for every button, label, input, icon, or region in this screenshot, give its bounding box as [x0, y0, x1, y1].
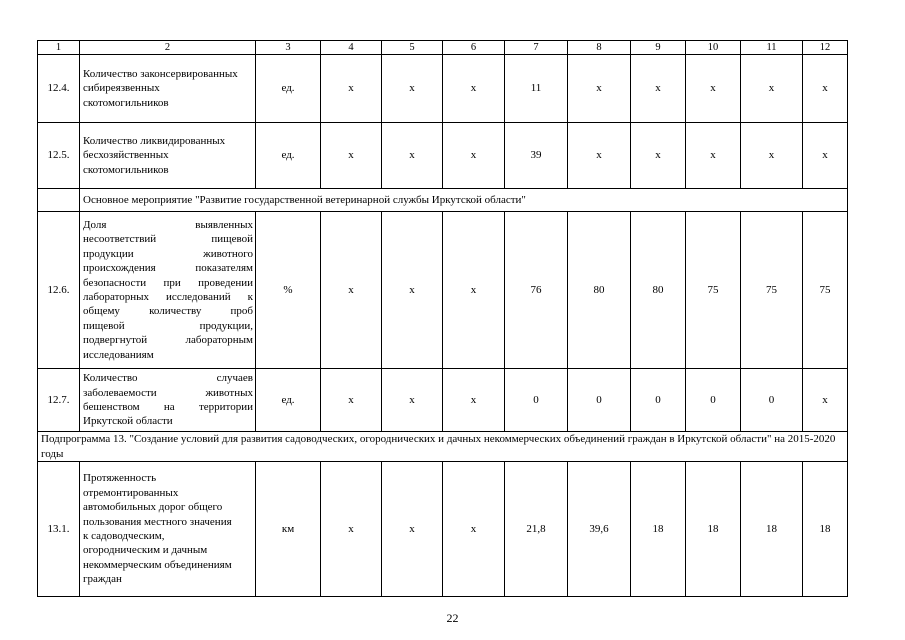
description-line: Протяженность [83, 472, 157, 485]
value-cell: 18 [741, 462, 803, 597]
value-cell: x [382, 212, 443, 369]
row-number: 12.7. [38, 369, 80, 432]
row-number: 12.4. [38, 55, 80, 123]
value-cell: 0 [568, 369, 631, 432]
blank-cell [38, 189, 80, 212]
value-cell: x [741, 123, 803, 189]
value-cell: x [803, 123, 848, 189]
indicator-description [80, 369, 256, 432]
value-cell: x [443, 55, 505, 123]
value-cell: x [382, 462, 443, 597]
description-line: Доля выявленных [83, 218, 253, 231]
value-cell: 75 [686, 212, 741, 369]
unit-cell: ед. [256, 123, 321, 189]
section-title-row [38, 189, 848, 212]
value-cell: 39 [505, 123, 568, 189]
description-line: пользования местного значения [83, 515, 232, 528]
value-cell: 18 [803, 462, 848, 597]
description-line: отремонтированных [83, 486, 179, 499]
description-line: автомобильных дорог общего [83, 501, 223, 514]
indicator-description [80, 123, 256, 189]
section-title: Основное мероприятие "Развитие государственной ветеринарной службы Иркутской области" [80, 189, 848, 212]
value-cell: 0 [686, 369, 741, 432]
description-line: скотомогильников [83, 96, 169, 109]
table-row [38, 123, 848, 189]
description-line: Количество случаев [83, 372, 253, 385]
header-cell: 8 [568, 41, 631, 55]
value-cell: 18 [631, 462, 686, 597]
description-line: Иркутской области [83, 415, 173, 428]
unit-cell: % [256, 212, 321, 369]
table-row [38, 212, 848, 369]
value-cell: x [443, 212, 505, 369]
header-cell: 9 [631, 41, 686, 55]
table-row [38, 462, 848, 597]
header-cell: 10 [686, 41, 741, 55]
page-number: 22 [446, 611, 459, 625]
value-cell: 75 [741, 212, 803, 369]
value-cell: 80 [631, 212, 686, 369]
value-cell: x [686, 123, 741, 189]
value-cell: x [443, 462, 505, 597]
subprogram-title: Подпрограмма 13. "Создание условий для развития садоводческих, огороднических и дачных некоммерческих объединений граждан в Иркутской области" на 2015-2020 годы [38, 432, 848, 462]
value-cell: x [321, 123, 382, 189]
row-number: 13.1. [38, 462, 80, 597]
description-line: безопасности при проведении [83, 276, 253, 289]
value-cell: 11 [505, 55, 568, 123]
value-cell: x [803, 55, 848, 123]
unit-cell: км [256, 462, 321, 597]
unit-cell: ед. [256, 55, 321, 123]
header-cell: 12 [803, 41, 848, 55]
value-cell: x [382, 55, 443, 123]
value-cell: x [321, 212, 382, 369]
description-line: заболеваемости животных [83, 386, 253, 399]
value-cell: x [631, 123, 686, 189]
header-cell: 6 [443, 41, 505, 55]
value-cell: x [321, 55, 382, 123]
value-cell: 75 [803, 212, 848, 369]
unit-cell: ед. [256, 369, 321, 432]
value-cell: x [443, 369, 505, 432]
value-cell: x [741, 55, 803, 123]
description-line: огородническим и дачным [83, 544, 208, 557]
description-line: несоответствий пищевой [83, 233, 253, 246]
header-row [38, 41, 848, 55]
description-line: исследованиям [83, 348, 154, 361]
header-cell: 7 [505, 41, 568, 55]
value-cell: x [568, 123, 631, 189]
header-cell: 11 [741, 41, 803, 55]
description-line: лабораторных исследований к [83, 291, 253, 303]
value-cell: 0 [741, 369, 803, 432]
description-line: скотомогильников [83, 163, 169, 176]
value-cell: x [321, 462, 382, 597]
subprogram-title-row [38, 432, 848, 462]
header-cell: 4 [321, 41, 382, 55]
value-cell: x [382, 369, 443, 432]
value-cell: 21,8 [505, 462, 568, 597]
value-cell: x [321, 369, 382, 432]
description-line: продукции животного [83, 247, 253, 260]
header-cell: 2 [80, 41, 256, 55]
description-line: Количество ликвидированных [83, 134, 226, 147]
row-number: 12.5. [38, 123, 80, 189]
description-line: общему количеству проб [83, 305, 253, 318]
value-cell: x [568, 55, 631, 123]
description-line: сибиреязвенных [83, 82, 160, 95]
table-row [38, 369, 848, 432]
description-line: к садоводческим, [83, 530, 165, 542]
description-line: бешенством на территории [83, 401, 253, 413]
description-line: подвергнутой лабораторным [83, 334, 253, 347]
table-row [38, 55, 848, 123]
indicator-description [80, 55, 256, 123]
indicator-description [80, 212, 256, 369]
value-cell: 0 [631, 369, 686, 432]
value-cell: x [686, 55, 741, 123]
header-cell: 1 [38, 41, 80, 55]
value-cell: 80 [568, 212, 631, 369]
value-cell: x [631, 55, 686, 123]
description-line: граждан [83, 573, 122, 586]
value-cell: 0 [505, 369, 568, 432]
value-cell: x [443, 123, 505, 189]
value-cell: 18 [686, 462, 741, 597]
header-cell: 3 [256, 41, 321, 55]
row-number: 12.6. [38, 212, 80, 369]
value-cell: 76 [505, 212, 568, 369]
description-line: некоммерческим объединениям [83, 558, 232, 571]
header-cell: 5 [382, 41, 443, 55]
value-cell: x [382, 123, 443, 189]
description-line: бесхозяйственных [83, 149, 169, 162]
description-line: Количество законсервированных [83, 67, 238, 80]
description-line: пищевой продукции, [83, 319, 253, 332]
indicator-description [80, 462, 256, 597]
indicators-table [37, 40, 848, 597]
value-cell: x [803, 369, 848, 432]
description-line: происхождения показателям [83, 262, 253, 275]
value-cell: 39,6 [568, 462, 631, 597]
